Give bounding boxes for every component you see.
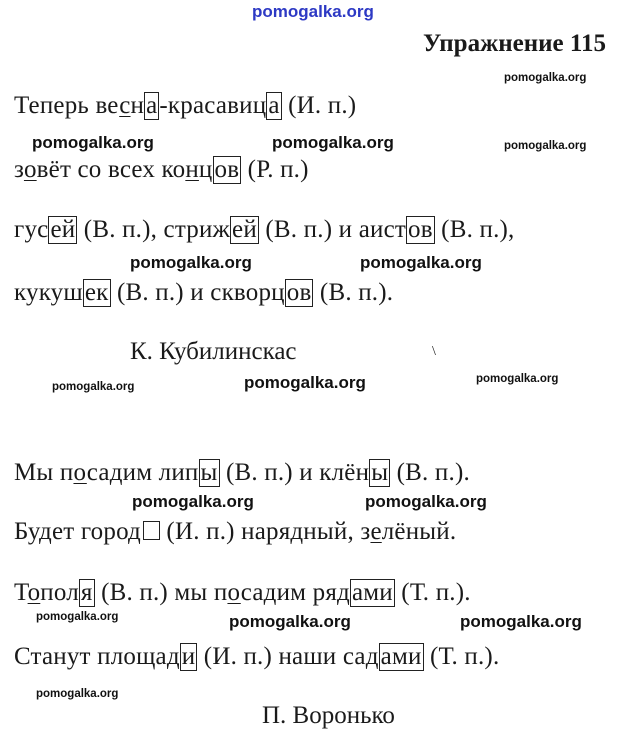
poem2-line-3 [14,579,471,607]
site-watermark-top: pomogalka.org [252,2,374,21]
exercise-title: Упражнение 115 [422,30,606,57]
watermark: pomogalka.org [229,612,351,631]
ending-box: и [181,643,196,670]
ending-box: ей [50,216,76,243]
watermark: pomogalka.org [36,611,119,623]
ending-box: ов [408,216,433,243]
text-fragment: (Т. п.). [423,643,500,670]
text-fragment: (И. п.) наши сад [197,643,379,670]
text-fragment: Теперь ве [14,92,120,119]
watermark: pomogalka.org [360,253,482,272]
ending-box: а [268,92,280,119]
text-fragment: (В. п.) и клён [219,459,370,486]
text-fragment: (В. п.), стриж [77,216,231,243]
watermark: pomogalka.org [32,133,154,152]
text-fragment: (В. п.) и аист [258,216,407,243]
watermark: pomogalka.org [460,612,582,631]
text-fragment: з [14,156,24,183]
ending-box: ей [232,216,257,243]
watermark: pomogalka.org [52,381,135,393]
poem1-line-4 [14,279,393,307]
text-fragment: кукуш [14,279,83,306]
text-fragment: (В. п.) мы п [94,579,228,606]
text-fragment: (Т. п.). [394,579,471,606]
text-fragment: Станут площад [14,643,180,670]
text-fragment: -красавиц [159,92,267,119]
text-fragment: о [227,579,241,606]
ending-box: ами [380,643,422,670]
text-fragment: о [73,459,87,486]
text-fragment: (В. п.), [434,216,515,243]
watermark: pomogalka.org [365,492,487,511]
ending-box: ами [351,579,393,606]
watermark: pomogalka.org [504,140,587,152]
text-fragment: д [337,579,350,606]
text-fragment: Будет город [14,518,141,545]
ending-box: ек [84,279,109,306]
watermark: pomogalka.org [132,492,254,511]
ending-box: ы [371,459,389,486]
watermark: pomogalka.org [244,373,366,392]
text-fragment: о [27,579,41,606]
ending-box: ов [286,279,312,306]
text-fragment: гус [14,216,49,243]
poem1-line-3 [14,216,515,244]
text-fragment: о [23,156,37,183]
text-fragment: Т [14,579,28,606]
watermark: pomogalka.org [272,133,394,152]
text-fragment: садим ря [240,579,338,606]
poem2-line-1 [14,459,470,487]
text-fragment: (Р. п.) [241,156,309,183]
text-fragment: (И. п.) [281,92,357,119]
watermark: pomogalka.org [476,373,559,385]
watermark: pomogalka.org [36,688,119,700]
poem1-author: К. Кубилинскас [130,338,297,365]
text-fragment: н [130,92,145,119]
text-fragment: вёт со всех ко [36,156,186,183]
text-fragment: (И. п.) нарядный, з [159,518,371,545]
text-fragment: пол [40,579,79,606]
poem2-author: П. Воронько [262,702,395,729]
ending-box: ов [214,156,240,183]
watermark: pomogalka.org [504,72,587,84]
stray-mark: \ [432,344,436,359]
text-fragment: лёный. [381,518,457,545]
text-fragment: (В. п.). [390,459,470,486]
ending-box: а [146,92,158,119]
empty-ending-box [143,521,160,540]
watermark: pomogalka.org [130,253,252,272]
ending-box: я [80,579,93,606]
poem2-line-2 [14,518,456,546]
text-fragment: Мы п [14,459,74,486]
text-fragment: (В. п.) и скворц [110,279,285,306]
ending-box: ы [200,459,218,486]
text-fragment: садим лип [86,459,199,486]
text-fragment: (В. п.). [313,279,394,306]
poem1-line-2 [14,156,309,184]
text-fragment: ц [198,156,213,183]
text-fragment: е [370,518,382,545]
poem1-line-1 [14,92,356,120]
poem2-line-4 [14,643,499,671]
text-fragment: с [119,92,131,119]
text-fragment: н [185,156,199,183]
